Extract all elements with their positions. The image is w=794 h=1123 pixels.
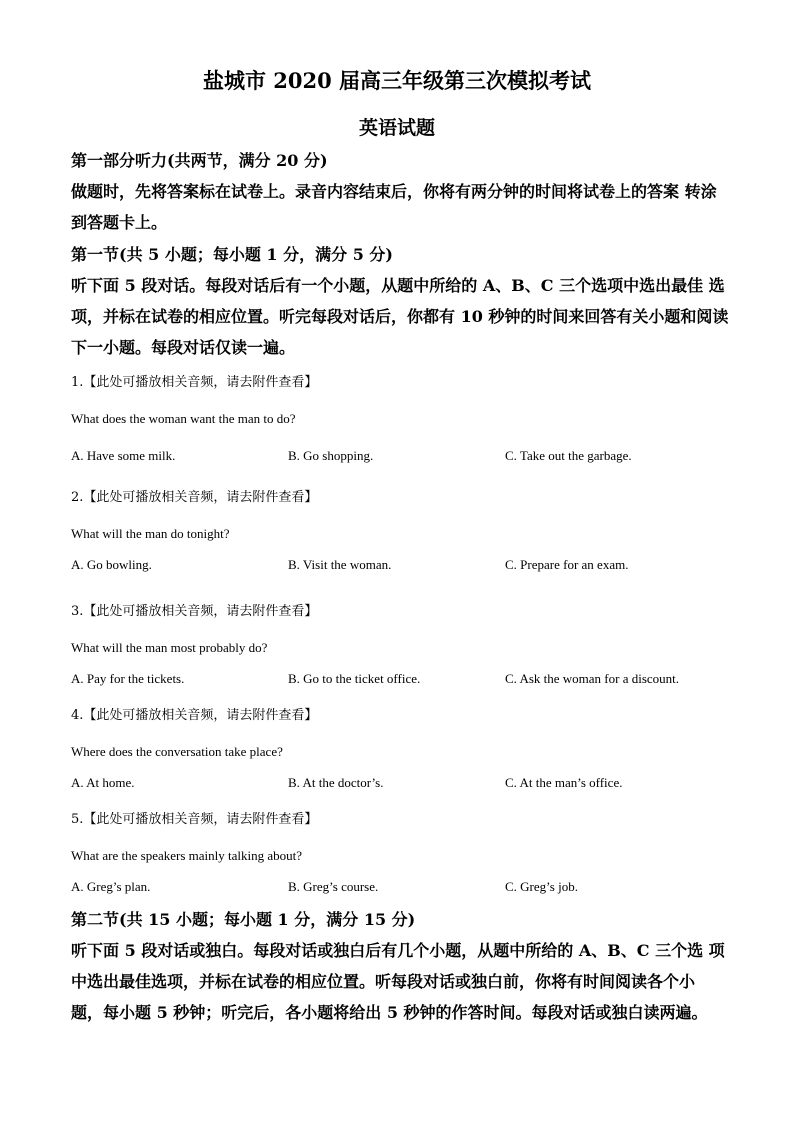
part1-instructions: 做题时，先将答案标在试卷上。录音内容结束后，你将有两分钟的时间将试卷上的答案 转涂到答题卡上。 bbox=[71, 182, 717, 232]
question-2-text: What will the man do tonight? bbox=[71, 526, 230, 541]
question-5-option-b: B. Greg’s course. bbox=[288, 879, 379, 894]
page-title: 盐城市 2020 届高三年级第三次模拟考试 bbox=[202, 68, 592, 93]
question-1-text: What does the woman want the man to do? bbox=[71, 411, 296, 426]
question-5-audio[interactable]: 5.【此处可播放相关音频，请去附件查看】 bbox=[71, 812, 318, 827]
section2-instructions: 听下面 5 段对话或独白。每段对话或独白后有几个小题，从题中所给的 A、B、C 三个选 项中选出最佳选项，并标在试卷的相应位置。听每段对话或独白前，你将有时间阅读各个小 题，每小题 5 秒钟；听完后，各小题将给出 5 秒钟的作答时间。每段对话或独白读两遍。 bbox=[71, 941, 725, 1022]
question-1-option-b: B. Go shopping. bbox=[288, 448, 374, 463]
question-5-option-a: A. Greg’s plan. bbox=[71, 879, 151, 894]
question-2-option-a: A. Go bowling. bbox=[71, 557, 152, 572]
question-4-option-b: B. At the doctor’s. bbox=[288, 775, 384, 790]
question-4-option-a: A. At home. bbox=[71, 775, 135, 790]
part1-heading: 第一部分听力(共两节，满分 20 分) bbox=[71, 151, 328, 170]
page-subtitle: 英语试题 bbox=[358, 117, 435, 139]
question-3-option-c: C. Ask the woman for a discount. bbox=[505, 671, 680, 686]
question-3-audio[interactable]: 3.【此处可播放相关音频，请去附件查看】 bbox=[71, 604, 318, 619]
section1-instructions: 听下面 5 段对话。每段对话后有一个小题，从题中所给的 A、B、C 三个选项中选出最佳 选项，并标在试卷的相应位置。听完每段对话后，你都有 10 秒钟的时间来回答有关小题和阅读下一小题。每段对话仅读一遍。 bbox=[71, 276, 729, 357]
question-2-audio[interactable]: 2.【此处可播放相关音频，请去附件查看】 bbox=[71, 490, 318, 505]
question-3-text: What will the man most probably do? bbox=[71, 640, 268, 655]
question-5-text: What are the speakers mainly talking about? bbox=[71, 848, 303, 863]
question-4-text: Where does the conversation take place? bbox=[71, 744, 283, 759]
question-1-audio[interactable]: 1.【此处可播放相关音频，请去附件查看】 bbox=[71, 375, 318, 390]
question-3-option-a: A. Pay for the tickets. bbox=[71, 671, 185, 686]
question-4-option-c: C. At the man’s office. bbox=[505, 775, 623, 790]
question-4-audio[interactable]: 4.【此处可播放相关音频，请去附件查看】 bbox=[71, 708, 318, 723]
question-3-option-b: B. Go to the ticket office. bbox=[288, 671, 421, 686]
question-5-option-c: C. Greg’s job. bbox=[505, 879, 578, 894]
section1-heading: 第一节(共 5 小题；每小题 1 分，满分 5 分) bbox=[71, 245, 393, 264]
question-2-option-b: B. Visit the woman. bbox=[288, 557, 392, 572]
section2-heading: 第二节(共 15 小题；每小题 1 分，满分 15 分) bbox=[71, 910, 416, 929]
question-1-option-c: C. Take out the garbage. bbox=[505, 448, 632, 463]
question-2-option-c: C. Prepare for an exam. bbox=[505, 557, 629, 572]
question-1-option-a: A. Have some milk. bbox=[71, 448, 176, 463]
